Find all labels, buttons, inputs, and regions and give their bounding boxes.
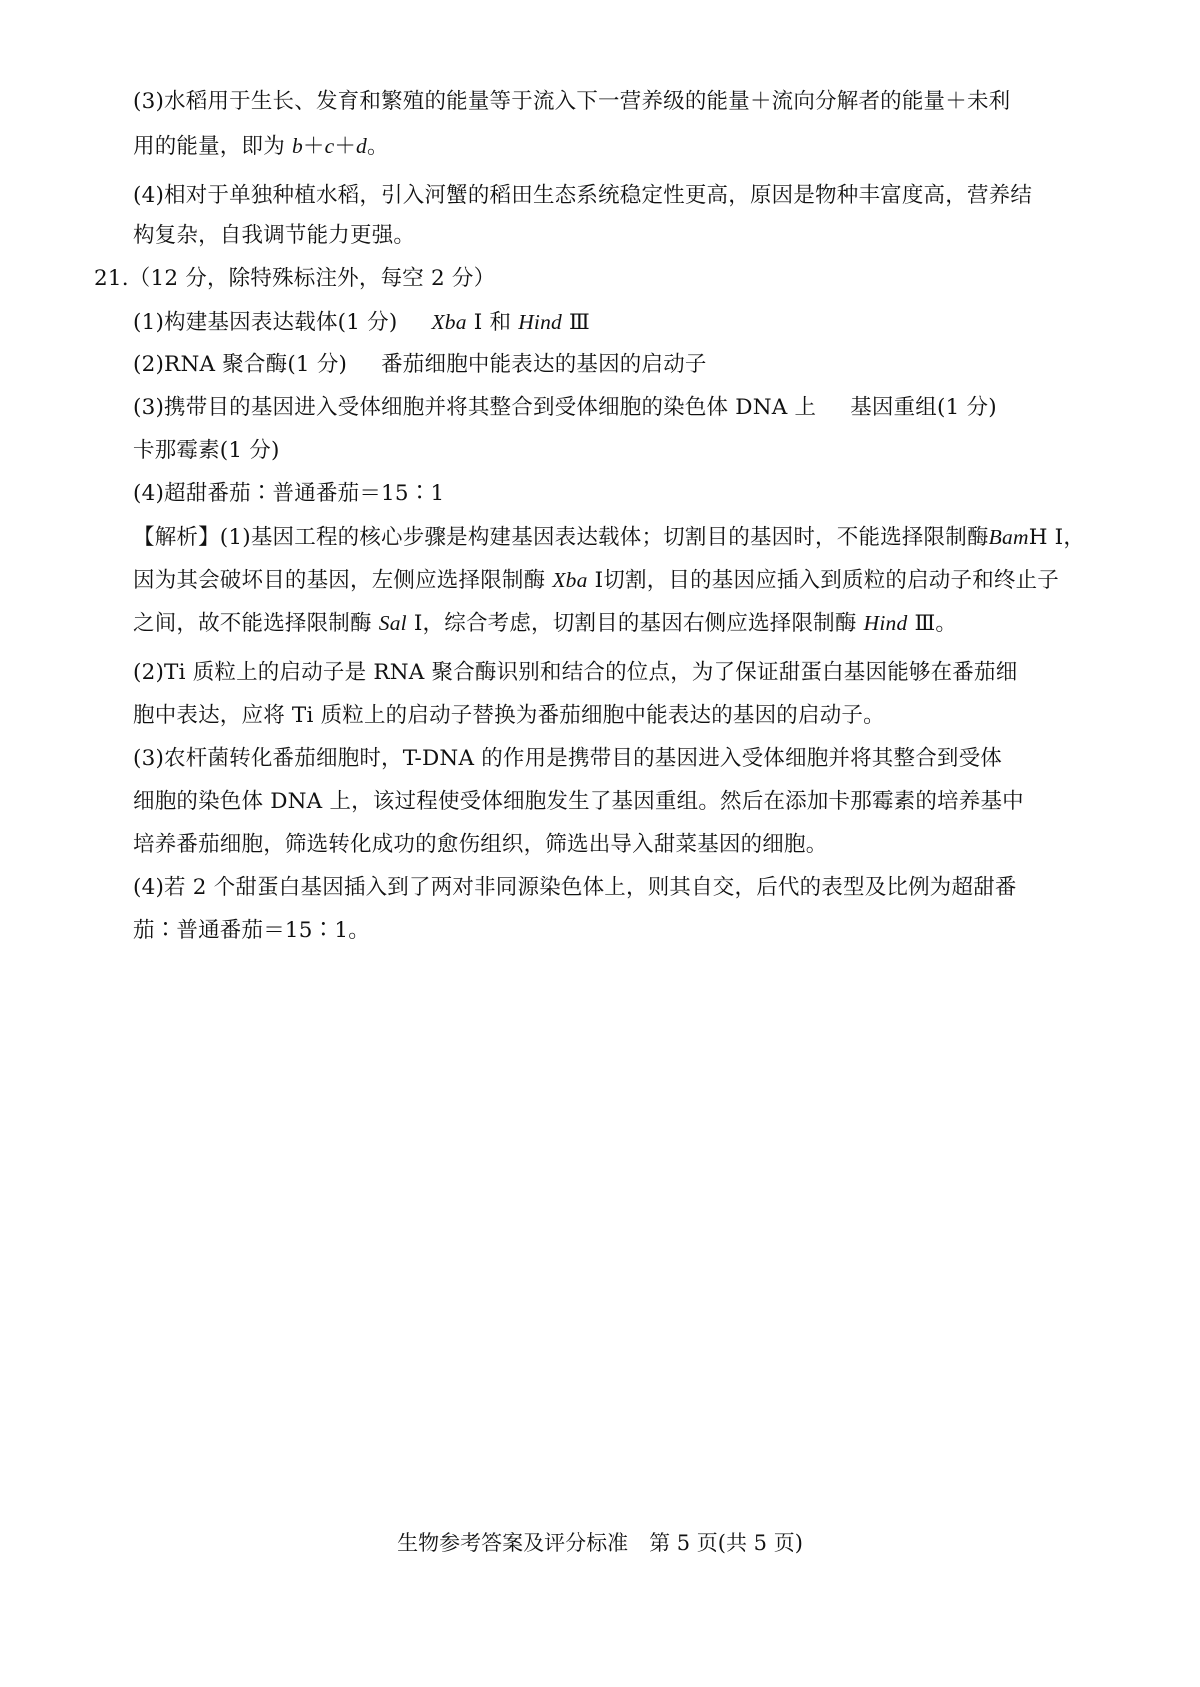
text-span: 因为其会破坏目的基因，左侧应选择限制酶 [133,568,553,593]
enzyme-name: Bam [988,525,1029,549]
answer-line [133,436,280,466]
math-var: c [324,134,335,158]
text-span: Ⅰ 和 [466,310,519,335]
text-span: (4)相对于单独种植水稻，引入河蟹的稻田生态系统稳定性更高，原因是物种丰富度高，营养结 [133,183,1033,208]
analysis-line [133,873,1017,903]
enzyme-name: Hind [518,310,562,334]
text-span: 构复杂，自我调节能力更强。 [133,223,416,248]
text-line [133,181,1032,211]
enzyme-name: Sal [378,611,407,635]
text-span: (4)若 2 个甜蛋白基因插入到了两对非同源染色体上，则其自交，后代的表型及比例为超甜番 [133,875,1017,900]
text-span: (3)水稻用于生长、发育和繁殖的能量等于流入下一营养级的能量＋流向分解者的能量＋未利 [133,89,1011,114]
answer-line [133,479,444,509]
text-line [133,221,415,251]
text-span: ＋ [334,134,357,159]
text-line [133,87,1010,117]
text-line [133,131,389,162]
enzyme-name: Xba [431,310,467,334]
math-var: d [356,134,367,158]
text-span: 茄∶普通番茄＝15∶1。 [133,918,370,943]
text-span: 之间，故不能选择限制酶 [133,611,379,636]
text-span: (1)构建基因表达载体(1 分) [133,310,398,335]
answer-line [133,393,997,423]
analysis-line [133,916,370,946]
text-span: 番茄细胞中能表达的基因的启动子 [381,352,707,377]
text-span: (3)农杆菌转化番茄细胞时，T-DNA 的作用是携带目的基因进入受体细胞并将其整合到受体 [133,746,1003,771]
text-span: 细胞的染色体 DNA 上，该过程使受体细胞发生了基因重组。然后在添加卡那霉素的培养基中 [133,789,1024,814]
text-span: 基因重组(1 分) [850,395,997,420]
text-span: (4)超甜番茄∶普通番茄＝15∶1 [133,481,445,506]
text-span: 。 [367,134,389,159]
analysis-line [133,744,1002,774]
question-heading [94,264,495,294]
text-span: 培养番茄细胞，筛选转化成功的愈伤组织，筛选出导入甜菜基因的细胞。 [133,832,828,857]
analysis-line [133,787,1024,817]
text-span: 用的能量，即为 [133,134,292,159]
text-span: 21.（12 分，除特殊标注外，每空 2 分） [94,266,496,291]
enzyme-name: Hind [863,611,908,635]
analysis-line [133,658,1017,688]
answer-line [133,307,590,338]
analysis-line [133,608,957,639]
text-span: 卡那霉素(1 分) [133,438,280,463]
analysis-line [133,701,885,731]
text-span: H Ⅰ， [1028,525,1086,550]
answer-line [133,350,707,380]
text-span: Ⅰ切割，目的基因应插入到质粒的启动子和终止子 [587,568,1060,593]
text-span: (3)携带目的基因进入受体细胞并将其整合到受体细胞的染色体 DNA 上 [133,395,817,420]
analysis-line [133,565,1059,596]
text-span: Ⅰ，综合考虑，切割目的基因右侧应选择限制酶 [406,611,864,636]
text-span: Ⅲ [562,310,590,335]
page-footer: 生物参考答案及评分标准 第 5 页(共 5 页) [397,1531,803,1555]
analysis-line [133,830,827,860]
enzyme-name: Xba [552,568,588,592]
text-span: Ⅲ。 [907,611,958,636]
analysis-line [133,522,1085,553]
text-span: (2)RNA 聚合酶(1 分) [133,352,348,377]
text-span: ＋ [302,134,325,159]
text-span: 胞中表达，应将 Ti 质粒上的启动子替换为番茄细胞中能表达的基因的启动子。 [133,703,885,728]
text-span: 【解析】(1)基因工程的核心步骤是构建基因表达载体；切割目的基因时，不能选择限制酶 [133,525,989,550]
text-span: (2)Ti 质粒上的启动子是 RNA 聚合酶识别和结合的位点，为了保证甜蛋白基因能够在番茄细 [133,660,1018,685]
math-var: b [291,134,303,158]
